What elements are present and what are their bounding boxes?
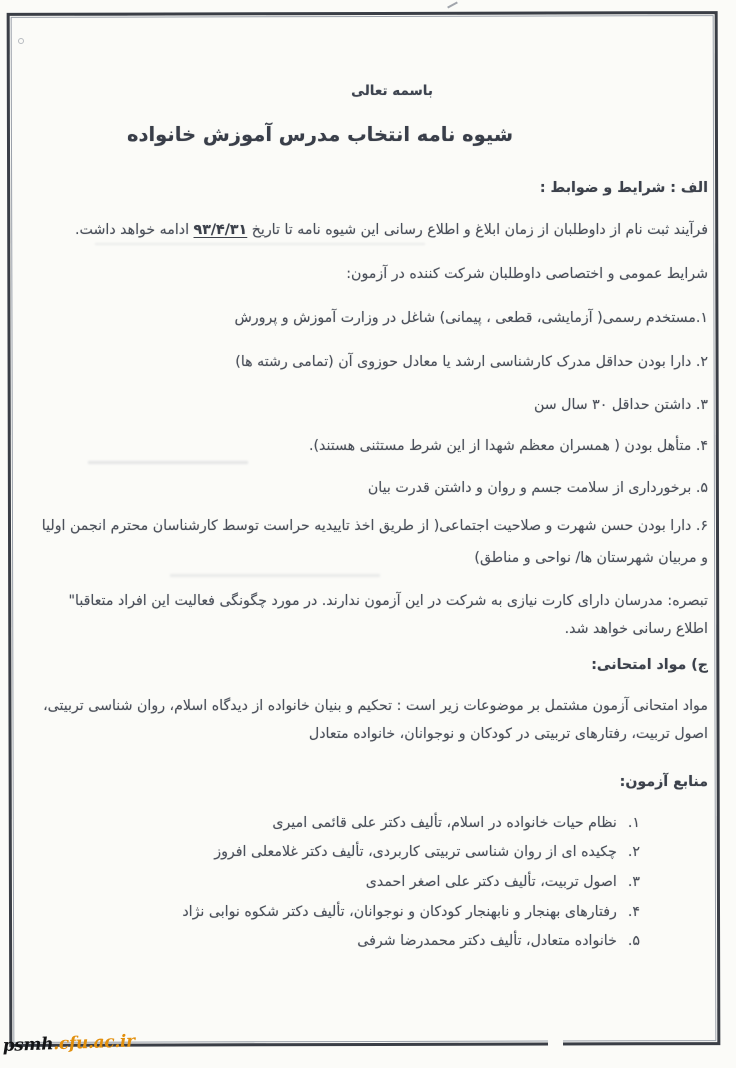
source-number: ۳.: [627, 874, 640, 890]
intro-text-after: ادامه خواهد داشت.: [75, 222, 194, 238]
section-c-heading: ج) مواد امتحانی:: [591, 657, 708, 673]
source-number: ۵.: [627, 933, 640, 949]
document-title: شیوه نامه انتخاب مدرس آموزش خانواده: [126, 123, 513, 146]
note-paragraph-line2: اطلاع رسانی خواهد شد.: [564, 621, 708, 637]
condition-item: ۱.مستخدم رسمی( آزمایشی، قطعی ، پیمانی) شاغل در وزارت آموزش و پرورش: [234, 310, 708, 326]
scan-artifact-notch: [548, 1038, 563, 1048]
source-item: [214, 841, 640, 863]
registration-deadline-date: ۹۳/۴/۳۱: [193, 222, 248, 238]
note-paragraph-line1: تبصره: مدرسان دارای کارت نیازی به شرکت در این آزمون ندارند. در مورد چگونگی فعالیت این افراد متعاقبا": [68, 593, 708, 609]
scan-artifact-smudge: [95, 243, 425, 245]
exam-materials-line1: مواد امتحانی آزمون مشتمل بر موضوعات زیر است : تحکیم و بنیان خانواده از دیدگاه اسلام، روان شناسی تربیتی،: [43, 698, 708, 714]
source-number: ۲.: [627, 844, 640, 860]
sources-heading: منابع آزمون:: [619, 774, 708, 790]
intro-paragraph: [75, 219, 708, 241]
section-a-heading: الف : شرایط و ضوابط :: [539, 180, 708, 196]
exam-materials-line2: اصول تربیت، رفتارهای تربیتی در کودکان و نوجوانان، خانواده متعادل: [308, 726, 708, 742]
scan-artifact-tick: [447, 2, 458, 9]
source-item: [182, 901, 640, 923]
source-number: ۱.: [627, 815, 640, 831]
conditions-heading: شرایط عمومی و اختصاصی داوطلبان شرکت کننده در آزمون:: [346, 266, 708, 282]
intro-text-before: فرآیند ثبت نام از داوطلبان از زمان ابلاغ و اطلاع رسانی این شیوه نامه تا تاریخ: [247, 222, 708, 238]
condition-item: ۲. دارا بودن حداقل مدرک کارشناسی ارشد یا معادل حوزوی آن (تمامی رشته ها): [235, 354, 708, 370]
condition-item: ۵. برخورداری از سلامت جسم و روان و داشتن قدرت بیان: [367, 480, 708, 496]
watermark-prefix: psmh: [2, 1034, 54, 1056]
scan-artifact-smudge: [88, 461, 248, 464]
watermark-suffix: .cfu.ac.ir: [52, 1031, 136, 1055]
source-text: چکیده ای از روان شناسی تربیتی کاربردی، تألیف دکتر غلامعلی افروز: [214, 844, 617, 860]
source-item: [272, 812, 640, 834]
bismillah-text: باسمه تعالی: [351, 83, 433, 99]
condition-item-line1: ۶. دارا بودن حسن شهرت و صلاحیت اجتماعی( از طریق اخذ تاییدیه حراست توسط کارشناسان محترم انجمن اولیا: [41, 518, 708, 534]
source-number: ۴.: [627, 904, 640, 920]
source-item: [357, 930, 640, 952]
watermark: [2, 1031, 135, 1056]
scan-artifact-speck: [18, 38, 24, 44]
condition-item: ۴. متأهل بودن ( همسران معظم شهدا از این شرط مستثنی هستند).: [308, 438, 708, 454]
source-text: اصول تربیت، تألیف دکتر علی اصغر احمدی: [365, 874, 617, 890]
source-text: نظام حیات خانواده در اسلام، تألیف دکتر علی قائمی امیری: [272, 815, 617, 831]
source-text: رفتارهای بهنجار و نابهنجار کودکان و نوجوانان، تألیف دکتر شکوه نوابی نژاد: [182, 904, 617, 920]
scan-artifact-smudge: [170, 574, 380, 577]
condition-item: ۳. داشتن حداقل ۳۰ سال سن: [533, 397, 708, 413]
condition-item-line2: و مربیان شهرستان ها/ نواحی و مناطق): [474, 550, 708, 566]
source-text: خانواده متعادل، تألیف دکتر محمدرضا شرفی: [357, 933, 617, 949]
source-item: [366, 871, 640, 893]
